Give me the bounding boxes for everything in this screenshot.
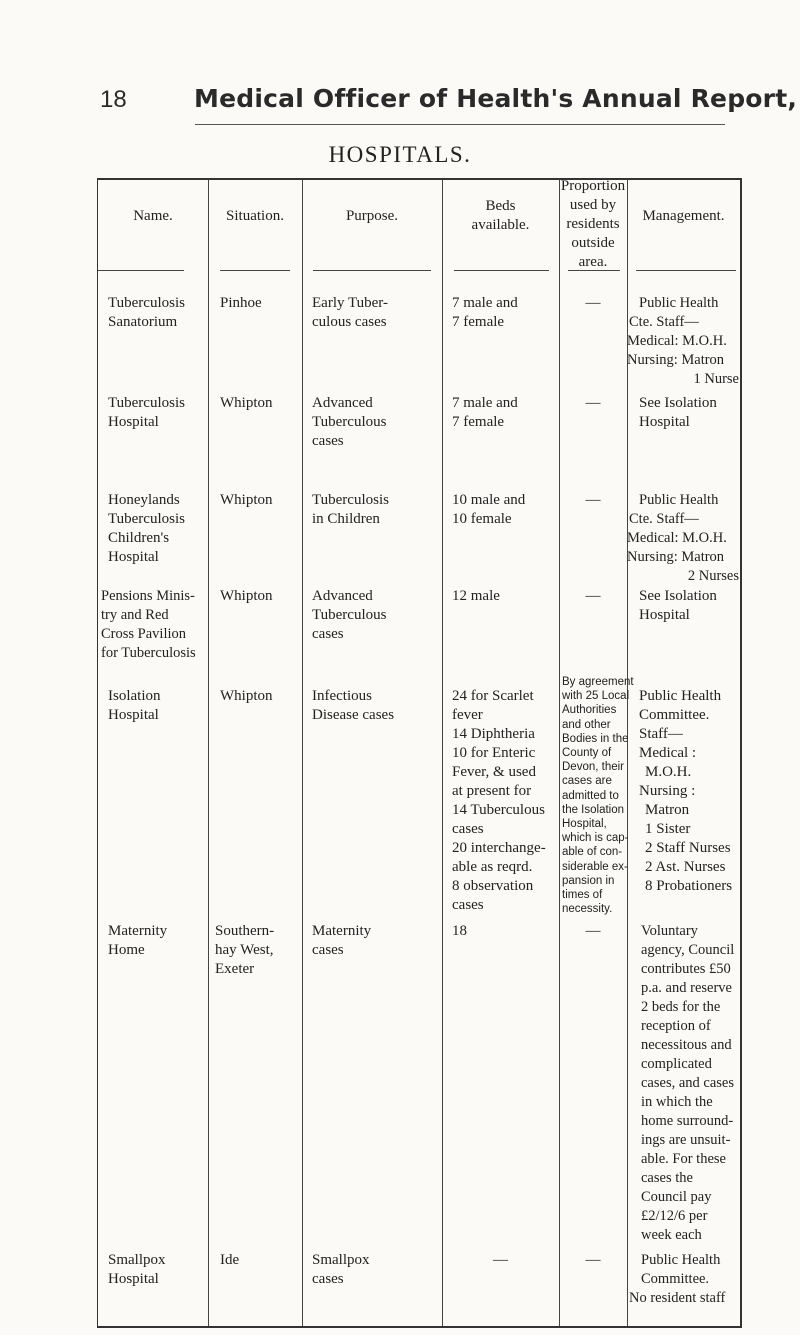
page-number: 18	[100, 86, 127, 113]
column-divider	[442, 180, 443, 1326]
row-6-situation: Ide	[220, 1252, 240, 1268]
header-name: Name.	[133, 208, 173, 224]
row-0-management: Public Health Cte. Staff— Medical: M.O.H. Nursing: Matron 1 Nurse	[627, 295, 739, 387]
row-3-beds: 12 male	[452, 588, 500, 604]
row-4-situation: Whipton	[220, 688, 273, 704]
row-4-beds: 24 for Scarlet fever 14 Diphtheria 10 for Enteric Fever, & used at present for 14 Tuberculous cases 20 interchange- able as reqrd. 8 observation cases	[452, 688, 546, 913]
header-proportion: Proportion used by residents outside area.	[560, 178, 626, 270]
row-1-situation: Whipton	[220, 395, 273, 411]
row-6-proportion: —	[585, 1252, 601, 1268]
row-5-proportion: —	[585, 923, 601, 939]
row-0-proportion: —	[585, 295, 601, 311]
row-2-name: Honeylands Tuberculosis Children's Hospital	[108, 492, 185, 565]
row-5-purpose: Maternity cases	[312, 923, 372, 958]
column-divider	[208, 180, 209, 1326]
column-divider	[302, 180, 303, 1326]
row-0-situation: Pinhoe	[220, 295, 262, 311]
row-1-purpose: Advanced Tuberculous cases	[312, 395, 387, 449]
section-title: HOSPITALS.	[328, 142, 472, 167]
row-4-name: Isolation Hospital	[108, 688, 161, 723]
row-4-purpose: Infectious Disease cases	[312, 688, 395, 723]
row-4-management: Public Health Committee. Staff— Medical : M.O.H. Nursing : Matron 1 Sister 2 Staff Nurses 2 Ast. Nurses 8 Probationers	[639, 688, 733, 894]
row-2-management: Public Health Cte. Staff— Medical: M.O.H. Nursing: Matron 2 Nurses	[627, 492, 739, 584]
header-rule-purpose	[313, 270, 431, 271]
header-rule-situation	[220, 270, 290, 271]
row-0-purpose: Early Tuber- culous cases	[312, 295, 388, 330]
header-purpose: Purpose.	[345, 208, 399, 224]
row-1-beds: 7 male and 7 female	[452, 395, 518, 430]
row-2-situation: Whipton	[220, 492, 273, 508]
header-management: Management.	[642, 208, 725, 224]
row-3-proportion: —	[585, 588, 601, 604]
row-3-situation: Whipton	[220, 588, 273, 604]
row-6-beds: —	[493, 1252, 508, 1268]
row-5-name: Maternity Home	[108, 923, 168, 958]
row-3-management: See Isolation Hospital	[639, 588, 717, 623]
row-1-proportion: —	[585, 395, 601, 411]
row-0-beds: 7 male and 7 female	[452, 295, 518, 330]
row-3-purpose: Advanced Tuberculous cases	[312, 588, 387, 642]
header-beds: Beds available.	[471, 198, 530, 233]
row-5-situation: Southern- hay West, Exeter	[215, 923, 275, 977]
row-2-beds: 10 male and 10 female	[452, 492, 526, 527]
row-6-management: Public Health Committee. No resident staff	[629, 1252, 726, 1306]
row-2-purpose: Tuberculosis in Children	[312, 492, 389, 527]
row-5-beds: 18	[452, 923, 467, 939]
row-6-name: Smallpox Hospital	[108, 1252, 166, 1287]
hospitals-table	[97, 178, 742, 1328]
row-1-name: Tuberculosis Hospital	[108, 395, 185, 430]
page-header	[0, 0, 800, 140]
running-title: Medical Officer of Health's Annual Report,	[194, 84, 798, 113]
row-3-name: Pensions Minis- try and Red Cross Pavilion for Tuberculosis	[101, 588, 196, 661]
row-6-purpose: Smallpox cases	[312, 1252, 370, 1287]
header-rule-beds	[454, 270, 549, 271]
row-5-management: Voluntary agency, Council contributes £50 p.a. and reserve 2 beds for the reception of necessitous and complicated cases, and cases in which the home surround- ings are unsuit- able. For these cases the Council pay £2/12/6 per week each	[641, 923, 735, 1243]
row-0-name: Tuberculosis Sanatorium	[108, 295, 185, 330]
row-1-management: See Isolation Hospital	[639, 395, 717, 430]
header-rule	[195, 124, 725, 125]
row-4-proportion: By agreement with 25 Local Authorities and other Bodies in the County of Devon, their cases are admitted to the Isolation Hospital, which is cap- able of con- siderable ex- pansion in times of necessity.	[562, 676, 634, 916]
header-rule-management	[636, 270, 736, 271]
header-situation: Situation.	[226, 208, 284, 224]
row-2-proportion: —	[585, 492, 601, 508]
column-divider	[559, 180, 560, 1326]
header-rule-name	[98, 270, 184, 271]
